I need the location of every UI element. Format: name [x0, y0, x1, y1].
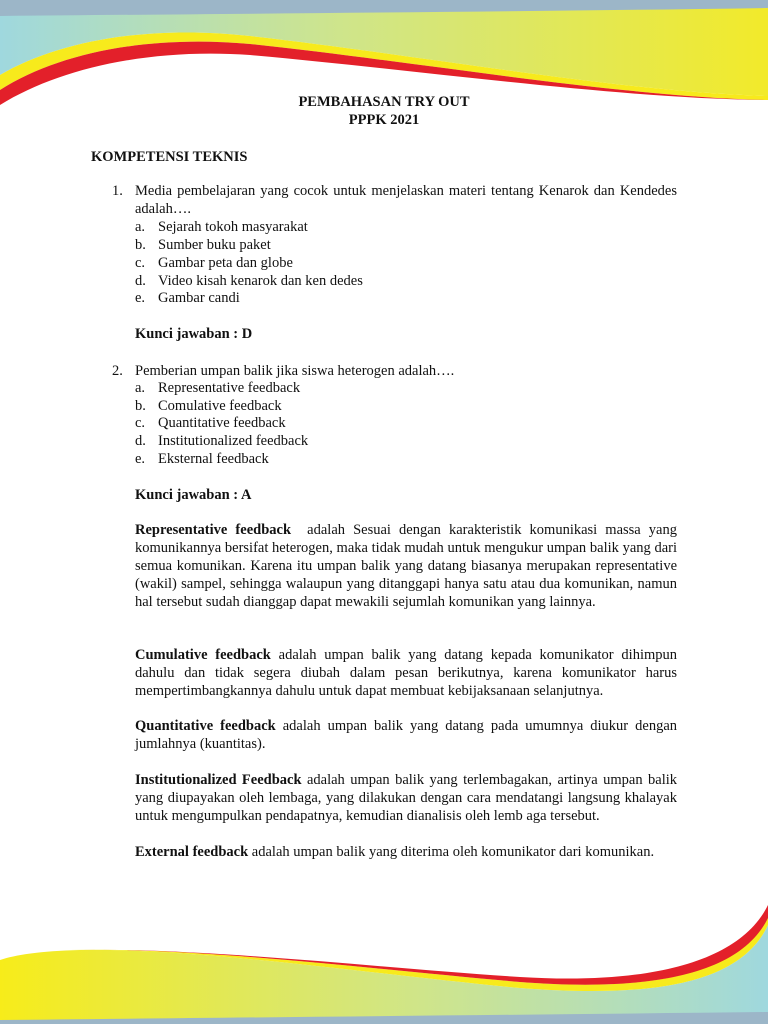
explanation-text: adalah umpan balik yang terlembagakan, artinya umpan balik yang diupayakan oleh lembaga, yang dilakukan dengan cara mendatangi langsung khalayak untuk mengumpulkan pendapatnya, kemudian dianalisis oleh lemb aga tersebut. — [135, 772, 678, 824]
answer-key: Kunci jawaban : D — [135, 326, 253, 342]
option-text: Institutionalized feedback — [158, 433, 309, 449]
option-text: Sejarah tokoh masyarakat — [158, 219, 308, 235]
explanation-term: External feedback — [135, 844, 249, 860]
option-text: Comulative feedback — [158, 398, 282, 414]
option-letter: b. — [135, 237, 146, 253]
explanation-text: adalah umpan balik yang datang pada umumnya diukur dengan jumlahnya (kuantitas). — [135, 718, 677, 752]
option-text: Gambar candi — [158, 290, 240, 306]
explanation-term: Institutionalized Feedback — [135, 772, 302, 788]
question-text: Pemberian umpan balik jika siswa heterogen adalah…. — [135, 363, 455, 379]
explanation-paragraph — [135, 717, 677, 753]
option-text: Gambar peta dan globe — [158, 255, 293, 271]
question-number: 1. — [112, 183, 123, 199]
option — [135, 254, 293, 272]
option-letter: a. — [135, 380, 146, 396]
option-text: Sumber buku paket — [158, 237, 271, 253]
explanation-text: adalah umpan balik yang diterima oleh komunikator dari komunikan. — [248, 844, 655, 860]
answer-key: Kunci jawaban : A — [135, 487, 252, 503]
option — [135, 236, 271, 254]
question-text: Media pembelajaran yang cocok untuk menjelaskan materi tentang Kenarok dan Kendedes adalah…. — [135, 183, 677, 217]
option-text: Representative feedback — [158, 380, 301, 396]
explanation-paragraph — [135, 843, 677, 861]
question-number: 2. — [112, 363, 123, 379]
option-text: Quantitative feedback — [158, 415, 286, 431]
explanation-paragraph — [135, 771, 677, 825]
option-letter: d. — [135, 273, 146, 289]
option — [135, 272, 363, 290]
option — [135, 432, 308, 450]
explanation-term: Quantitative feedback — [135, 718, 276, 734]
option-text: Eksternal feedback — [158, 451, 269, 467]
header-wave — [0, 0, 768, 105]
explanation-term: Representative feedback — [135, 522, 292, 538]
explanation-paragraph — [135, 646, 677, 700]
page-subtitle: PPPK 2021 — [348, 112, 420, 128]
option-letter: d. — [135, 433, 146, 449]
option — [135, 379, 300, 397]
option — [135, 450, 269, 468]
option-letter: c. — [135, 255, 146, 271]
page-title: PEMBAHASAN TRY OUT — [298, 94, 470, 110]
option-letter: e. — [135, 290, 146, 306]
option — [135, 397, 282, 415]
explanation-term: Cumulative feedback — [135, 647, 271, 663]
footer-wave — [0, 905, 768, 1024]
option — [135, 289, 240, 307]
explanation-text: adalah Sesuai dengan karakteristik komunikasi massa yang komunikannya bersifat heterogen, maka tidak mudah untuk mengukur umpan balik yang dari semua komunikan. Karena itu umpan balik yang datang biasanya merupakan representative (wakil) sampel, sehingga walaupun yang ditanggapi hanya satu atau dua komunikan, namun hal tersebut sudah dianggap dapat mewakili sejumlah komunikan yang lainnya. — [135, 522, 681, 610]
option-letter: c. — [135, 415, 146, 431]
option-letter: b. — [135, 398, 146, 414]
option — [135, 218, 308, 236]
option-letter: a. — [135, 219, 146, 235]
explanation-text: adalah umpan balik yang datang kepada komunikator dihimpun dahulu dan tidak segera diubah dalam pesan berikutnya, karena komunikator harus mempertimbangkannya dahulu untuk dapat membuat kebijaksanaan selanjutnya. — [135, 647, 677, 699]
section-heading: KOMPETENSI TEKNIS — [91, 149, 248, 165]
option-letter: e. — [135, 451, 146, 467]
option — [135, 414, 286, 432]
explanation-paragraph — [135, 521, 681, 611]
option-text: Video kisah kenarok dan ken dedes — [158, 273, 363, 289]
